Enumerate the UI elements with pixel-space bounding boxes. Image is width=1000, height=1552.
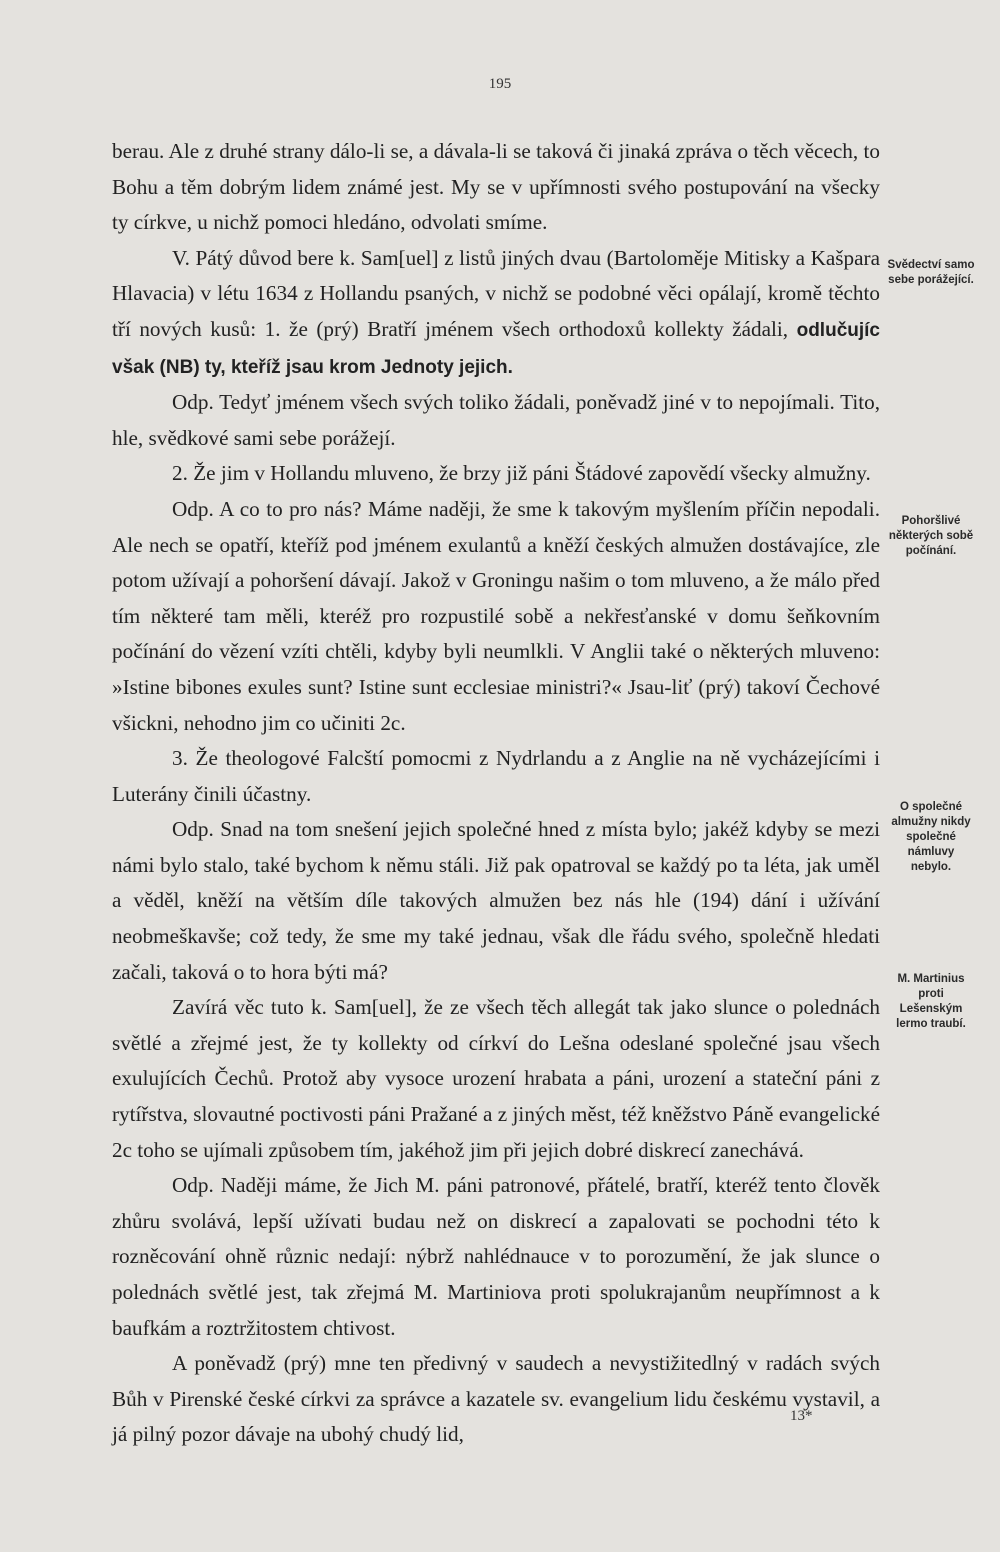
paragraph-10: A poněvadž (prý) mne ten předivný v saudech a nevystižitedlný v radách svých Bůh v Pirenské české církvi za správce a kazatele sv. evangelium lidu českému vystavil, a já pilný pozor dávaje na ubohý chudý lid, <box>112 1351 880 1447</box>
signature-mark: 13* <box>790 1408 813 1424</box>
paragraph-7: Odp. Snad na tom snešení jejich společné hned z místa bylo; jakéž kdyby se mezi námi bylo stalo, také bychom k němu stáli. Již pak opatroval se každý po ta léta, jak uměl a věděl, kněží na větším díle takových almužen bez nás hle (194) dání i užívání neobmeškavše; což tedy, že sme my také jednau, však dle řádu svého, společně hledati začali, taková o to hora býti má? <box>112 817 880 984</box>
paragraph-1: berau. Ale z druhé strany dálo-li se, a dávala-li se taková či jinaká zpráva o těch věcech, to Bohu a těm dobrým lidem známé jest. My se v upřímnosti svého postupování na všecky ty církve, u nichž pomoci hledáno, odvolati smíme. <box>112 139 880 235</box>
margin-note-4: M. Martinius proti Lešenským lermo traubí. <box>896 973 966 1030</box>
paragraph-2-text: V. Pátý důvod bere k. Sam[uel] z listů jiných dvau (Bartoloměje Mitisky a Kašpara Hlavacia) v létu 1634 z Hollandu psaných, v nichž se podobné věci opálají, kromě těchto tří nových kusů: 1. že (prý) Bratří jménem všech orthodoxů kollekty žádali, <box>112 245 880 341</box>
paragraph-4: 2. Že jim v Hollandu mluveno, že brzy již páni Štádové zapovědí všecky almužny. <box>172 461 871 486</box>
main-text-body <box>112 134 880 1453</box>
paragraph-2-bold-emphasis: odlučujíc však (NB) ty, kteříž jsau krom Jednoty jejich. <box>112 319 880 378</box>
margin-note-2: Pohoršlivé některých sobě počínání. <box>888 515 974 557</box>
paragraph-2 <box>112 241 880 385</box>
paragraph-5: Odp. A co to pro nás? Máme naději, že sme k takovým myšlením příčin nepodali. Ale nech se opatří, kteříž pod jménem exulantů a kněží českých almužen dostávajíce, zle potom užívají a pohoršení dávají. Jakož v Groningu našim o tom mluveno, a že málo před tím některé tam měli, kteréž pro rozpustilé sobě a nekřesťanské v domu šeňkovním počínání do vězení vzíti chtěli, kdyby byli neumlkli. V Anglii také o některých mluveno: »Istine bibones exules sunt? Istine sunt ecclesiae ministri?« Jsau-liť (prý) takoví Čechové všickni, nehodno jim co učiniti 2c. <box>112 496 880 735</box>
paragraph-3: Odp. Tedyť jménem všech svých toliko žádali, poněvadž jiné v to nepojímali. Tito, hle, svědkové sami sebe porážejí. <box>112 390 880 450</box>
margin-note-3: O společné almužny nikdy společné námluvy nebylo. <box>891 801 971 873</box>
margin-note-1: Svědectví samo sebe porážející. <box>887 259 975 286</box>
paragraph-8: Zavírá věc tuto k. Sam[uel], že ze všech těch allegát tak jako slunce o polednách světlé a zřejmé jest, že ty kollekty od církví do Lešna odeslané společné jsau všech exulujících Čechů. Protož aby vysoce urození hrabata a páni, urození a stateční páni z rytířstva, slovautné poctivosti páni Pražané a z jiných měst, též kněžstvo Páně evangelické 2c toho se ujímali způsobem tím, jakéhož jim při jejich dobré diskrecí zanechává. <box>112 995 880 1162</box>
paragraph-6: 3. Že theologové Falcští pomocmi z Nydrlandu a z Anglie na ně vycházejícími i Luterány činili účastny. <box>112 746 880 806</box>
page-number: 195 <box>488 76 512 92</box>
paragraph-9: Odp. Naději máme, že Jich M. páni patronové, přátelé, bratří, kteréž tento člověk zhůru svolává, lepší užívati budau než on diskrecí a zapalovati se pochodni této k rozněcování ohně různic nedají: nýbrž nahlédnauce v to porozumění, že jak slunce o polednách světlé jest, tak zřejmá M. Martiniova proti spolukrajanům neupřímnost a k baufkám a roztržitostem chtivost. <box>112 1173 880 1340</box>
